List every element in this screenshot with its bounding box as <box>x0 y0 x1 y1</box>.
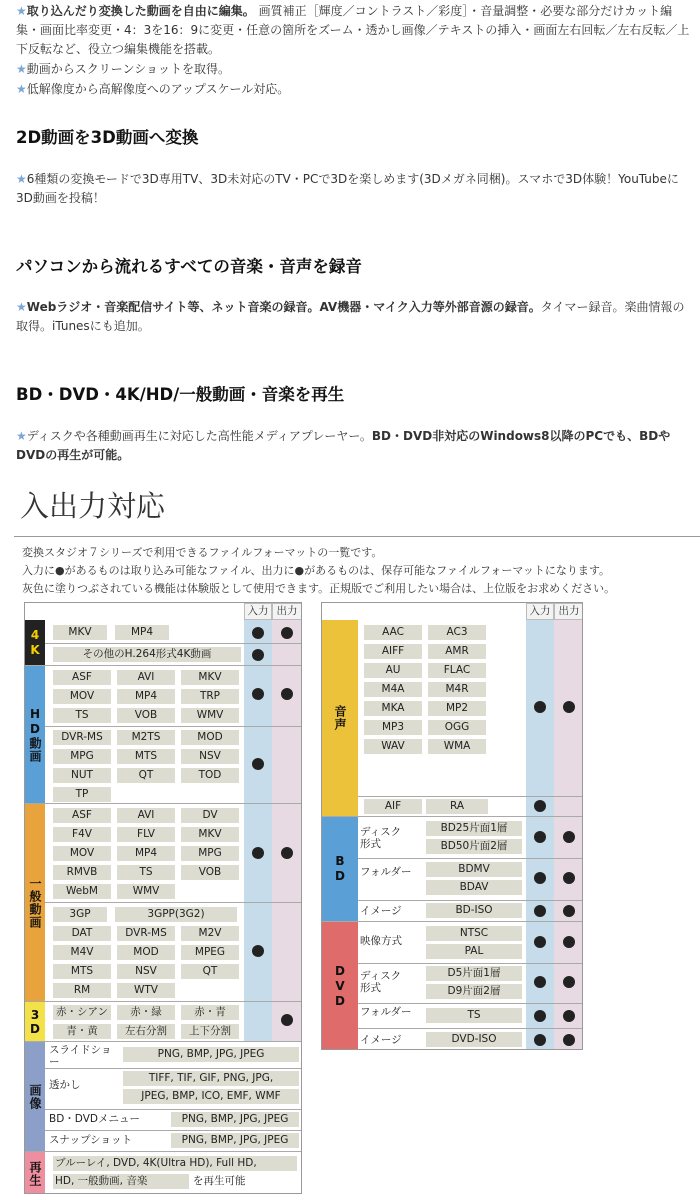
io-title: 入出力対応 <box>20 489 166 523</box>
dot-input <box>534 1034 546 1046</box>
format-tag: WMV <box>181 708 239 723</box>
format-tag: BDMV <box>426 862 522 877</box>
dot-input <box>534 976 546 988</box>
left-format-table <box>24 602 302 1194</box>
dot-input <box>252 627 264 639</box>
dot-input <box>534 905 546 917</box>
format-tag: DVR-MS <box>117 926 175 941</box>
format-tag: DV <box>181 808 239 823</box>
dot-output <box>281 627 293 639</box>
format-tag: 青・黄 <box>53 1024 111 1039</box>
bd-folder-label: フォルダー <box>360 866 412 878</box>
format-tag: F4V <box>53 827 111 842</box>
dot-output <box>563 831 575 843</box>
header-input: 入力 <box>244 603 272 620</box>
format-tag: MOV <box>53 689 111 704</box>
intro-edit <box>16 2 692 59</box>
body-record <box>16 298 692 336</box>
format-tag: MPEG <box>181 945 239 960</box>
intro-screenshot <box>16 60 692 79</box>
format-tag: QT <box>181 964 239 979</box>
dot-input <box>252 649 264 661</box>
format-tag: M2V <box>181 926 239 941</box>
format-tag: WMA <box>428 739 486 754</box>
body-3d-text: 6種類の変換モードで3D専用TV、3D未対応のTV・PCで3Dを楽しめます(3Dメガネ同梱)。スマホで3D体験！YouTubeに3D動画を投稿！ <box>16 172 679 205</box>
dot-output <box>281 847 293 859</box>
intro-edit-bold: 取り込んだり変換した動画を自由に編集。 <box>26 4 255 18</box>
format-tag: TP <box>53 787 111 802</box>
dot-input <box>252 847 264 859</box>
format-tag: WAV <box>364 739 422 754</box>
format-tag: ブルーレイ, DVD, 4K(Ultra HD), Full HD, <box>53 1156 297 1171</box>
format-tag: VOB <box>181 865 239 880</box>
dvd-disc-label: ディスク形式 <box>360 970 402 994</box>
format-tag: DVR-MS <box>53 730 111 745</box>
format-tag: MPG <box>181 846 239 861</box>
watermark-label: 透かし <box>49 1079 81 1091</box>
dot-input <box>534 936 546 948</box>
dot-input <box>252 688 264 700</box>
format-tag: 赤・シアン <box>53 1005 111 1020</box>
intro-edit-text: 画質補正［輝度／コントラスト／彩度］・音量調整・必要な部分だけカット編集・画面比率変更・4：3を16：9に変更・任意の箇所をズーム・透かし画像／テキストの挿入・画面左右回転／左右反転／上下反転など、役立つ編集機能を搭載。 <box>16 4 690 56</box>
format-tag: ASF <box>53 808 111 823</box>
format-tag: MP4 <box>117 846 175 861</box>
format-tag: BD50片面2層 <box>426 839 522 854</box>
dvd-format-label: 映像方式 <box>360 935 402 947</box>
slideshow-label: スライドショー <box>49 1044 112 1068</box>
format-tag: HD, 一般動画, 音楽 <box>53 1174 189 1189</box>
header-input: 入力 <box>526 603 554 620</box>
format-tag: MKV <box>181 670 239 685</box>
dot-output <box>563 976 575 988</box>
intro-screenshot-text: 動画からスクリーンショットを取得。 <box>26 62 230 76</box>
dot-output <box>563 701 575 713</box>
format-tag: AAC <box>364 625 422 640</box>
format-tag: DVD-ISO <box>426 1032 522 1047</box>
dot-input <box>252 945 264 957</box>
format-tag: TIFF, TIF, GIF, PNG, JPG, <box>123 1071 299 1086</box>
format-tag: MP4 <box>115 625 169 640</box>
category-4k: 4K <box>25 620 45 665</box>
header-output: 出力 <box>272 603 302 620</box>
heading-play: BD・DVD・4K/HD/一般動画・音楽を再生 <box>16 385 345 404</box>
format-tag: M4R <box>428 682 486 697</box>
format-tag: MKV <box>53 625 107 640</box>
star-icon: ★ <box>16 62 27 76</box>
dvd-image-label: イメージ <box>360 1034 402 1046</box>
io-note-1: 変換スタジオ７シリーズで利用できるファイルフォーマットの一覧です。 <box>22 546 383 559</box>
dot-input <box>534 1010 546 1022</box>
body-record-bold: Webラジオ・音楽配信サイト等、ネット音楽の録音。AV機器・マイク入力等外部音源の録音。 <box>26 300 541 314</box>
dot-input <box>534 701 546 713</box>
format-tag: QT <box>117 768 175 783</box>
format-tag: TS <box>117 865 175 880</box>
format-tag: RA <box>426 799 488 814</box>
category-dvd: DVD <box>322 922 358 1050</box>
star-icon: ★ <box>16 300 27 314</box>
body-play-text: ディスクや各種動画再生に対応した高性能メディアプレーヤー。 <box>26 429 372 443</box>
format-tag: MTS <box>53 964 111 979</box>
body-record-text: タイマー録音。楽曲情報の取得。iTunesにも追加。 <box>16 300 685 333</box>
format-tag: TS <box>426 1008 522 1023</box>
format-tag: NUT <box>53 768 111 783</box>
format-tag: その他のH.264形式4K動画 <box>53 647 241 662</box>
format-tag: AMR <box>428 644 486 659</box>
format-tag: M4V <box>53 945 111 960</box>
format-tag: WTV <box>117 983 175 998</box>
right-format-table <box>321 602 583 1050</box>
menu-label: BD・DVDメニュー <box>49 1113 140 1125</box>
category-3d <box>25 1002 45 1041</box>
dot-output <box>563 1034 575 1046</box>
format-tag: AU <box>364 663 422 678</box>
body-play-bold: BD・DVD非対応のWindows8以降のPCでも、BDやDVDの再生が可能。 <box>16 429 671 462</box>
body-3d <box>16 170 692 208</box>
dvd-folder-label: フォルダー <box>360 1006 412 1018</box>
format-tag: TS <box>53 708 111 723</box>
format-tag: FLV <box>117 827 175 842</box>
snapshot-label: スナップショット <box>49 1134 132 1146</box>
format-tag: 赤・青 <box>181 1005 239 1020</box>
format-tag: NSV <box>117 964 175 979</box>
heading-record: パソコンから流れるすべての音楽・音声を録音 <box>16 257 362 276</box>
star-icon: ★ <box>16 82 27 96</box>
header-output: 出力 <box>554 603 583 620</box>
format-tag: VOB <box>117 708 175 723</box>
category-audio: 音声 <box>322 620 358 816</box>
format-tag: TRP <box>181 689 239 704</box>
format-tag: MOD <box>117 945 175 960</box>
format-tag: 3GPP(3G2) <box>115 907 237 922</box>
dot-input <box>534 800 546 812</box>
format-tag: PNG, BMP, JPG, JPEG <box>171 1112 299 1127</box>
format-tag: 3GP <box>53 907 107 922</box>
format-tag: D9片面2層 <box>426 984 522 999</box>
format-tag: MP2 <box>428 701 486 716</box>
format-tag: AC3 <box>428 625 486 640</box>
format-tag: PNG, BMP, JPG, JPEG <box>123 1047 299 1062</box>
format-tag: M2TS <box>117 730 175 745</box>
format-tag: AIF <box>364 799 422 814</box>
format-tag: MKA <box>364 701 422 716</box>
dot-input <box>534 872 546 884</box>
format-tag: NTSC <box>426 926 522 941</box>
bd-disc-label: ディスク形式 <box>360 826 402 850</box>
format-tag: WMV <box>117 884 175 899</box>
category-bd: BD <box>322 817 358 921</box>
format-tag: RMVB <box>53 865 111 880</box>
format-tag: OGG <box>428 720 486 735</box>
format-tag: FLAC <box>428 663 486 678</box>
format-tag: 赤・緑 <box>117 1005 175 1020</box>
play-suffix: を再生可能 <box>193 1175 246 1187</box>
format-tag: MOD <box>181 730 239 745</box>
dot-output <box>563 1010 575 1022</box>
bd-image-label: イメージ <box>360 905 402 917</box>
format-tag: MP3 <box>364 720 422 735</box>
star-icon: ★ <box>16 429 27 443</box>
format-tag: 左右分割 <box>117 1024 175 1039</box>
dot-output <box>563 872 575 884</box>
format-tag: MPG <box>53 749 111 764</box>
format-tag: MKV <box>181 827 239 842</box>
dot-output <box>563 936 575 948</box>
format-tag: JPEG, BMP, ICO, EMF, WMF <box>123 1089 299 1104</box>
format-tag: TOD <box>181 768 239 783</box>
dot-output <box>281 1014 293 1026</box>
dot-output <box>563 905 575 917</box>
heading-3d: 2D動画を3D動画へ変換 <box>16 128 199 147</box>
star-icon: ★ <box>16 172 27 186</box>
format-tag: PAL <box>426 944 522 959</box>
format-tag: ASF <box>53 670 111 685</box>
format-tag: MTS <box>117 749 175 764</box>
format-tag: 上下分割 <box>181 1024 239 1039</box>
category-play: 再生 <box>25 1152 45 1194</box>
category-general: 一般動画 <box>25 804 45 1001</box>
dot-input <box>252 758 264 770</box>
category-hd: HD動画 <box>25 666 45 803</box>
format-tag: BD-ISO <box>426 903 522 918</box>
star-icon: ★ <box>16 4 27 18</box>
divider <box>14 536 700 537</box>
dot-output <box>281 688 293 700</box>
format-tag: AVI <box>117 670 175 685</box>
format-tag: BD25片面1層 <box>426 821 522 836</box>
format-tag: BDAV <box>426 880 522 895</box>
category-image: 画像 <box>25 1042 45 1151</box>
dot-input <box>534 831 546 843</box>
category-3d-label: 3D <box>28 1007 42 1036</box>
intro-upscale <box>16 80 692 99</box>
format-tag: WebM <box>53 884 111 899</box>
format-tag: DAT <box>53 926 111 941</box>
format-tag: MOV <box>53 846 111 861</box>
intro-upscale-text: 低解像度から高解像度へのアップスケール対応。 <box>26 82 290 96</box>
format-tag: MP4 <box>117 689 175 704</box>
format-tag: M4A <box>364 682 422 697</box>
format-tag: RM <box>53 983 111 998</box>
format-tag: NSV <box>181 749 239 764</box>
format-tag: D5片面1層 <box>426 966 522 981</box>
format-tag: AVI <box>117 808 175 823</box>
io-note-3: 灰色に塗りつぶされている機能は体験版として使用できます。正規版でご利用したい場合は、上位版をお求めください。 <box>22 582 616 595</box>
format-tag: AIFF <box>364 644 422 659</box>
body-play <box>16 427 692 465</box>
format-tag: PNG, BMP, JPG, JPEG <box>171 1133 299 1148</box>
io-note-2: 入力に●があるものは取り込み可能なファイル、出力に●があるものは、保存可能なファイルフォーマットになります。 <box>22 564 611 577</box>
